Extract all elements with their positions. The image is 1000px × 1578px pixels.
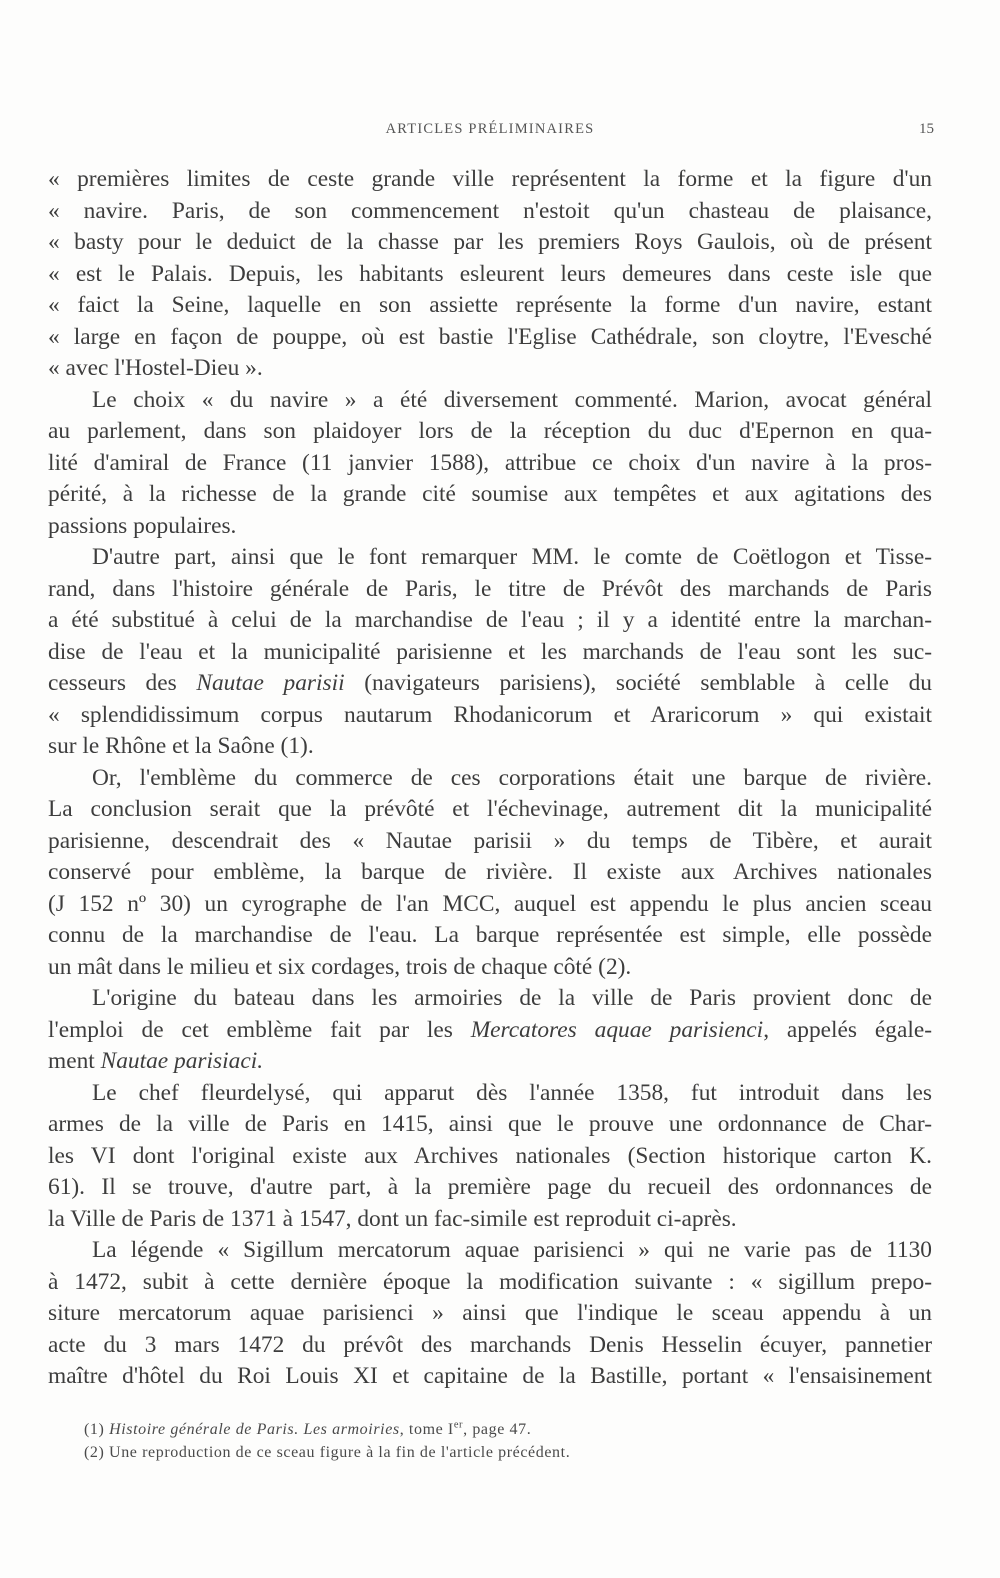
text-line [48,1046,932,1078]
text-line: connu de la marchandise de l'eau. La barque représentée est simple, elle possède [48,922,932,948]
italic-term: Nautae parisiaci. [100,1048,264,1074]
text-run: l'emploi de cet emblème fait par les [48,1016,471,1043]
text-line: La conclusion serait que la prévôté et l'échevinage, autrement dit la municipalité [48,796,932,822]
text-line: 61). Il se trouve, d'autre part, à la première page du recueil des ordonnances de [48,1174,932,1200]
text-line: a été substitué à celui de la marchandise de l'eau ; il y a identité entre la marchan- [48,607,932,633]
text-line: siture mercatorum aquae parisienci » ainsi que l'indique le sceau appendu à un [48,1300,932,1326]
text-run: cesseurs des [48,670,197,696]
text-line: « est le Palais. Depuis, les habitants esleurent leurs demeures dans ceste isle que [48,260,932,287]
text-run: , appelés égale- [763,1016,932,1043]
text-line: maître d'hôtel du Roi Louis XI et capitaine de la Bastille, portant « l'ensaisinement [48,1363,932,1389]
text-line: au parlement, dans son plaidoyer lors de la réception du duc d'Epernon en qua- [48,418,932,444]
footnote-marker: (1) [84,1421,110,1438]
text-run: , page 47. [463,1421,532,1438]
text-line: « avec l'Hostel-Dieu ». [48,355,263,381]
italic-term: Mercatores aquae parisienci [470,1016,764,1043]
text-line [48,1015,932,1047]
text-line: « navire. Paris, de son commencement n'estoit qu'un chasteau de plaisance, [48,197,932,224]
text-run: , tome I [399,1421,454,1438]
text-line: rand, dans l'histoire générale de Paris, le titre de Prévôt des marchands de Paris [48,575,932,602]
paragraph-start: La légende « Sigillum mercatorum aquae parisienci » qui ne varie pas de 1130 [92,1237,932,1263]
text-line: « basty pour le deduict de la chasse par les premiers Roys Gaulois, où de présent [48,229,932,255]
text-line: « splendidissimum corpus nautarum Rhodanicorum et Araricorum » qui existait [48,701,932,728]
paragraph-start: Le choix « du navire » a été diversement commenté. Marion, avocat général [92,386,932,413]
text-line: lité d'amiral de France (11 janvier 1588), attribue ce choix d'un navire à la pros- [48,449,932,476]
text-line: les VI dont l'original existe aux Archives nationales (Section historique carton K. [48,1142,932,1169]
text-line [48,668,932,700]
text-line: dise de l'eau et la municipalité parisienne et les marchands de l'eau sont les suc- [48,638,932,665]
text-run: (navigateurs parisiens), société semblable à celle du [344,670,932,696]
page-number: 15 [919,121,934,137]
text-line: un mât dans le milieu et six cordages, trois de chaque côté (2). [48,953,632,980]
text-line: « large en façon de pouppe, où est bastie l'Eglise Cathédrale, son cloytre, l'Evesché [48,323,932,350]
text-line: périté, à la richesse de la grande cité soumise aux tempêtes et aux agitations des [48,481,932,507]
superscript: er [453,1419,464,1431]
text-line: la Ville de Paris de 1371 à 1547, dont un fac-simile est reproduit ci-après. [48,1205,737,1232]
footnote-2: (2) Une reproduction de ce sceau figure à la fin de l'article précédent. [84,1444,571,1461]
paragraph-start: Or, l'emblème du commerce de ces corporations était une barque de rivière. [92,764,932,791]
text-line: acte du 3 mars 1472 du prévôt des marchands Denis Hesselin écuyer, pannetier [48,1331,932,1358]
italic-term: Nautae parisii [196,670,345,696]
text-line: « premières limites de ceste grande ville représentent la forme et la figure d'un [48,166,932,192]
text-line: armes de la ville de Paris en 1415, ainsi que le prouve une ordonnance de Char- [48,1111,932,1137]
text-line: (J 152 nº 30) un cyrographe de l'an MCC, auquel est appendu le plus ancien sceau [48,890,932,917]
text-line: passions populaires. [48,512,237,539]
text-line: parisienne, descendrait des « Nautae parisii » du temps de Tibère, et aurait [48,827,932,854]
footnote-1 [84,1418,904,1441]
footnote-citation: Histoire générale de Paris. Les armoiries [109,1421,400,1438]
text-run: ment [48,1048,101,1074]
running-head [48,121,932,141]
text-line: à 1472, subit à cette dernière époque la modification suivante : « sigillum prepo- [48,1268,932,1295]
text-line: « faict la Seine, laquelle en son assiette représente la forme d'un navire, estant [48,292,932,318]
paragraph-start: D'autre part, ainsi que le font remarquer MM. le comte de Coëtlogon et Tisse- [92,544,932,570]
text-line: conservé pour emblème, la barque de rivière. Il existe aux Archives nationales [48,859,932,885]
footnotes [84,1418,904,1464]
running-title: ARTICLES PRÉLIMINAIRES [385,121,595,137]
paragraph-start: Le chef fleurdelysé, qui apparut dès l'année 1358, fut introduit dans les [92,1079,932,1106]
paragraph-start: L'origine du bateau dans les armoiries de la ville de Paris provient donc de [92,985,932,1011]
body-text [48,164,932,1393]
text-line: sur le Rhône et la Saône (1). [48,733,314,759]
